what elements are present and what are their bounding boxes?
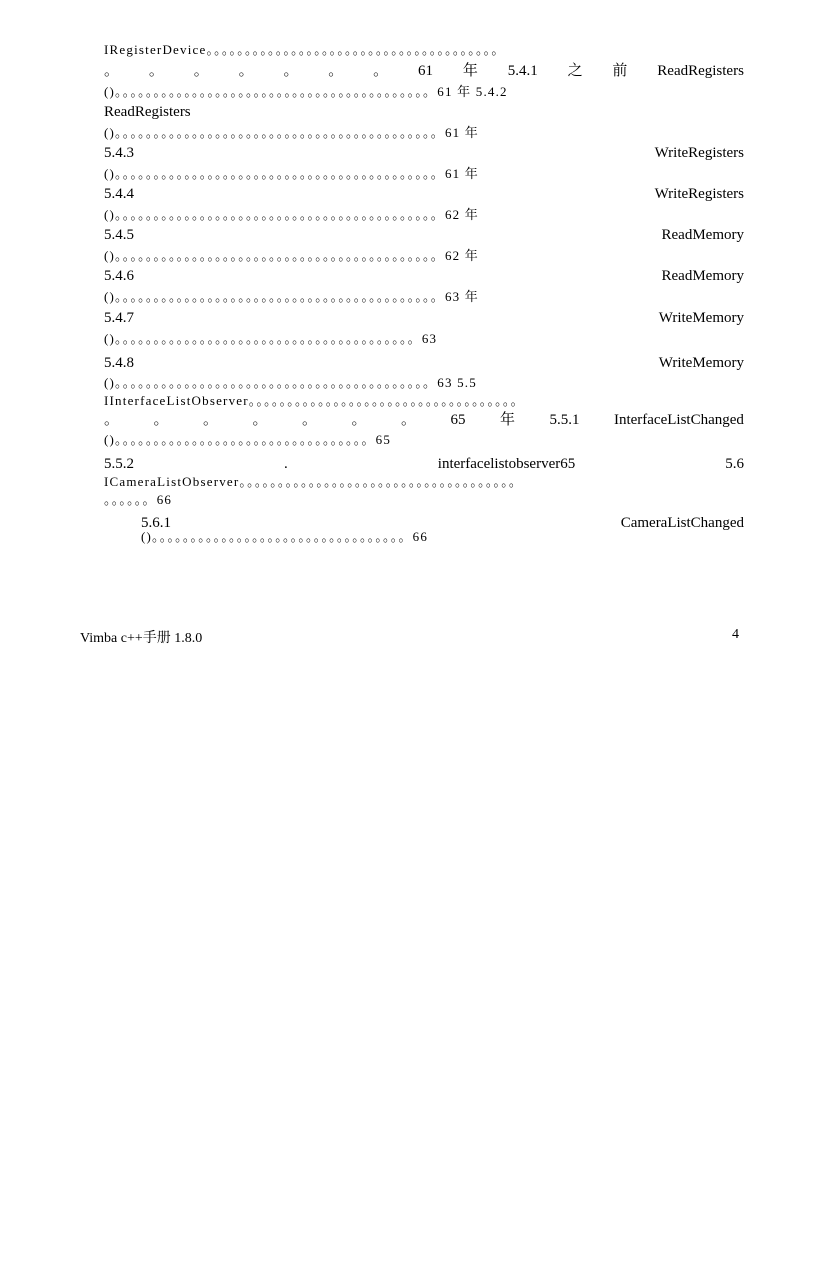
- toc-entry-5-4-3[interactable]: [104, 143, 744, 163]
- toc-entry-text: ()。。。。。。。。。。。。。。。。。。。。。。。。。。。。。。。。。。。。。。。。。。62 年: [104, 207, 480, 222]
- toc-entry-5-5-2-line[interactable]: [104, 454, 744, 474]
- toc-token: 之: [567, 63, 583, 79]
- toc-entry-text: ()。。。。。。。。。。。。。。。。。。。。。。。。。。。。。。。。。。。。。。。。。。61 年: [104, 166, 480, 181]
- toc-token: 。: [252, 412, 268, 428]
- toc-entry-title: WriteRegisters: [654, 145, 744, 161]
- toc-token: InterfaceListChanged: [613, 412, 744, 428]
- toc-entry-5-5-1-line[interactable]: [104, 410, 744, 430]
- toc-token: 。: [351, 412, 367, 428]
- toc-token: 。: [193, 63, 209, 79]
- toc-entry-title: WriteMemory: [658, 355, 744, 371]
- toc-leader-row: [104, 246, 744, 266]
- toc-token: 。: [104, 412, 120, 428]
- toc-entry-text: ()。。。。。。。。。。。。。。。。。。。。。。。。。。。。。。。。。。。。。。。63: [104, 331, 438, 346]
- toc-entry-5-4-4[interactable]: [104, 184, 744, 204]
- toc-entry-text: 。。。。。。66: [104, 492, 173, 507]
- toc-entry-text: ()。。。。。。。。。。。。。。。。。。。。。。。。。。。。。。。。。。。。。。。。。63 5.5: [104, 375, 477, 390]
- toc-entry-iinterfacelistobserver[interactable]: [104, 391, 744, 411]
- toc-token: 5.5.1: [549, 412, 580, 428]
- toc-entry-readregisters[interactable]: [104, 102, 744, 122]
- toc-token: 前: [612, 63, 628, 79]
- toc-entry-icameralistobserver[interactable]: [104, 472, 744, 492]
- toc-token: 。: [148, 63, 164, 79]
- toc-entry-title: ReadRegisters: [104, 104, 191, 120]
- toc-token: 。: [283, 63, 299, 79]
- toc-leader-row: [104, 373, 744, 393]
- toc-token: 。: [104, 63, 120, 79]
- toc-token: 。: [153, 412, 169, 428]
- toc-leader-row: [104, 82, 744, 102]
- toc-justified-row: [104, 410, 744, 430]
- toc-token: 65: [450, 412, 466, 428]
- toc-entry-title: ReadMemory: [661, 227, 744, 243]
- toc-entry-text: IRegisterDevice。。。。。。。。。。。。。。。。。。。。。。。。。。。。。。。。。。。。。。: [104, 42, 506, 57]
- toc-entry-5-4-7[interactable]: [104, 308, 744, 328]
- toc-section-number: 5.4.8: [104, 355, 134, 371]
- toc-token: 。: [401, 412, 417, 428]
- toc-entry-text: ()。。。。。。。。。。。。。。。。。。。。。。。。。。。。。。。。。。。。。。。。。。61 年: [104, 125, 480, 140]
- toc-entry-title: CameraListChanged: [620, 515, 744, 531]
- toc-entry-title: WriteRegisters: [654, 186, 744, 202]
- toc-token: 。: [203, 412, 219, 428]
- toc-section-number: 5.4.3: [104, 145, 134, 161]
- toc-leader-row: [104, 205, 744, 225]
- toc-entry-text: IInterfaceListObserver。。。。。。。。。。。。。。。。。。。。。。。。。。。。。。。。。。。: [104, 393, 525, 408]
- toc-token: 61: [418, 63, 434, 79]
- toc-leader-row: [104, 287, 744, 307]
- toc-token: ReadRegisters: [657, 63, 744, 79]
- toc-entry-5-4-8[interactable]: [104, 353, 744, 373]
- toc-section-number: 5.4.4: [104, 186, 134, 202]
- toc-leader-row: [104, 430, 744, 450]
- toc-entry-text: ()。。。。。。。。。。。。。。。。。。。。。。。。。。。。。。。。。。。。。。。。。61 年 5.4.2: [104, 84, 508, 99]
- toc-section-number: 5.4.6: [104, 268, 134, 284]
- toc-entry-5-4-6[interactable]: [104, 266, 744, 286]
- toc-entry-text: ()。。。。。。。。。。。。。。。。。。。。。。。。。。。。。。。。。。。。。。。。。。63 年: [104, 289, 480, 304]
- toc-token: interfacelistobserver65: [437, 456, 576, 472]
- toc-token: .: [284, 456, 288, 472]
- toc-entry-5-4-1-line[interactable]: [104, 61, 744, 81]
- footer-page-number: 4: [732, 627, 739, 642]
- toc-token: 5.6: [725, 456, 744, 472]
- footer-document-title: Vimba c++手册 1.8.0: [80, 631, 203, 646]
- toc-entry-text: ICameraListObserver。。。。。。。。。。。。。。。。。。。。。。。。。。。。。。。。。。。。: [104, 474, 524, 489]
- toc-leader-row: [104, 490, 744, 510]
- toc-entry-text: ()。。。。。。。。。。。。。。。。。。。。。。。。。。。。。。。。。65: [104, 432, 392, 447]
- toc-entry-text: ()。。。。。。。。。。。。。。。。。。。。。。。。。。。。。。。。。66: [141, 529, 429, 544]
- toc-entry-5-4-5[interactable]: [104, 225, 744, 245]
- toc-token: 。: [373, 63, 389, 79]
- toc-token: 5.4.1: [507, 63, 538, 79]
- toc-leader-row: [141, 527, 744, 547]
- toc-justified-row: [104, 61, 744, 81]
- toc-entry-title: ReadMemory: [661, 268, 744, 284]
- toc-entry-title: WriteMemory: [658, 310, 744, 326]
- toc-section-number: 5.4.7: [104, 310, 134, 326]
- toc-token: 。: [328, 63, 344, 79]
- toc-token: 年: [462, 63, 478, 79]
- toc-token: 。: [238, 63, 254, 79]
- toc-token: 。: [302, 412, 318, 428]
- toc-leader-row: [104, 123, 744, 143]
- toc-section-number: 5.4.5: [104, 227, 134, 243]
- toc-entry-iregisterdevice[interactable]: [104, 40, 744, 60]
- toc-token: 年: [499, 412, 515, 428]
- toc-justified-row: [104, 454, 744, 474]
- toc-section-number: 5.6.1: [141, 515, 171, 531]
- toc-token: 5.5.2: [104, 456, 134, 472]
- toc-leader-row: [104, 329, 744, 349]
- toc-leader-row: [104, 164, 744, 184]
- toc-entry-text: ()。。。。。。。。。。。。。。。。。。。。。。。。。。。。。。。。。。。。。。。。。。62 年: [104, 248, 480, 263]
